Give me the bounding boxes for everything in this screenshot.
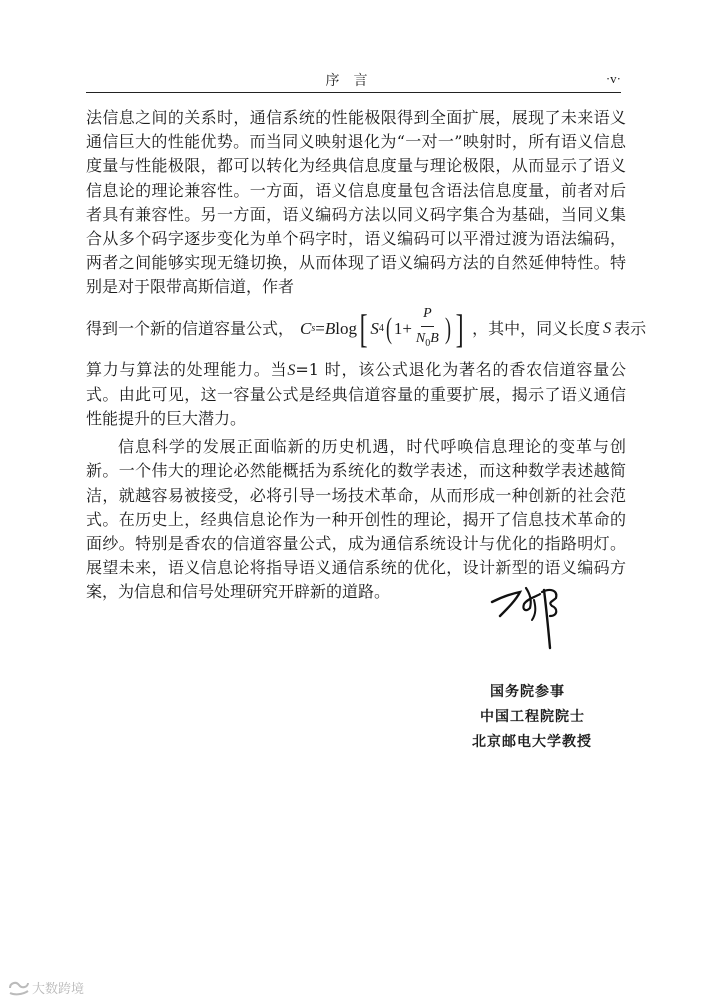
formula-fraction	[414, 302, 441, 356]
paragraph-2: 信息科学的发展正面临新的历史机遇，时代呼唤信息理论的变革与创新。一个伟大的理论必然能概括为系统化的数学表述，而这种数学表述越简洁，就越容易被接受，必将引导一场技术革命，从而形成一种创新的社会范式。在历史上，经典信息论作为一种开创性的理论，揭开了信息技术革命的面纱。特别是香农的信道容量公式，成为通信系统设计与优化的指路明灯。展望未来，语义信息论将指导语义通信系统的优化，设计新型的语义编码方案，为信息和信号处理研究开辟新的道路。	[86, 437, 626, 602]
formula-prefix: 得到一个新的信道容量公式，	[86, 318, 295, 338]
formula-line	[86, 302, 647, 356]
formula-den-b: B	[430, 330, 439, 346]
formula-lhs-var: C	[300, 318, 312, 338]
signature-image	[486, 582, 576, 652]
author-titles	[472, 680, 592, 755]
formula-numerator: P	[421, 302, 434, 327]
formula-one-plus: 1+	[393, 318, 412, 338]
body-text	[86, 106, 647, 605]
formula-suffix: ，其中，同义长度	[472, 318, 601, 338]
author-title-1: 国务院参事	[490, 684, 565, 700]
paragraph-1-text: 法信息之间的关系时，通信系统的性能极限得到全面扩展，展现了未来语义通信巨大的性能优势。而当同义映射退化为“一对一”映射时，所有语义信息度量与性能极限，都可以转化为经典信息度量与理论极限，从而显示了语义信息论的理论兼容性。一方面，语义信息度量包含语法信息度量，前者对后者具有兼容性。另一方面，语义编码方法以同义码字集合为基础，当同义集合从多个码字逐步变化为单个码字时，语义编码可以平滑过渡为语法编码，两者之间能够实现无缝切换，从而体现了语义编码方法的自然延伸特性。特别是对于限带高斯信道，作者	[86, 108, 626, 297]
formula-den-var: N	[415, 330, 426, 346]
watermark	[8, 978, 84, 997]
variable-s: S	[603, 319, 612, 337]
right-bracket: ]	[455, 305, 464, 351]
logo-icon	[8, 980, 30, 996]
formula-coef: B	[324, 318, 336, 338]
line-after-formula: 算力与算法的处理能力。当	[86, 359, 288, 379]
header-title: 序言	[325, 73, 382, 89]
left-paren: (	[385, 311, 392, 345]
paragraph-1-end	[86, 358, 626, 432]
watermark-text: 大数跨境	[32, 982, 85, 997]
right-paren: )	[444, 311, 451, 345]
formula-lhs-sub: s	[311, 322, 316, 334]
formula-equals: =	[315, 318, 325, 338]
formula-log: log	[335, 318, 357, 338]
formula-den-sub: 0	[425, 337, 431, 349]
formula-suffix-2: 表示	[614, 318, 647, 338]
formula-denominator	[414, 327, 441, 356]
page-number: ·v·	[605, 71, 621, 86]
channel-capacity-formula	[300, 302, 466, 356]
author-title-2: 中国工程院院士	[480, 709, 585, 725]
author-title-3: 北京邮电大学教授	[472, 734, 592, 750]
formula-base-var: S	[370, 318, 379, 338]
variable-s-eq: S	[287, 361, 296, 379]
running-header	[86, 70, 621, 93]
formula-exponent: 4	[378, 322, 384, 334]
paragraph-1-tail: =1 时，该公式退化为著名的香农信道容量公式。由此可见，这一容量公式是经典信道容量的重要扩展，揭示了语义通信性能提升的巨大潜力。	[86, 359, 626, 429]
handwritten-signature	[486, 582, 576, 652]
left-bracket: [	[359, 305, 368, 351]
